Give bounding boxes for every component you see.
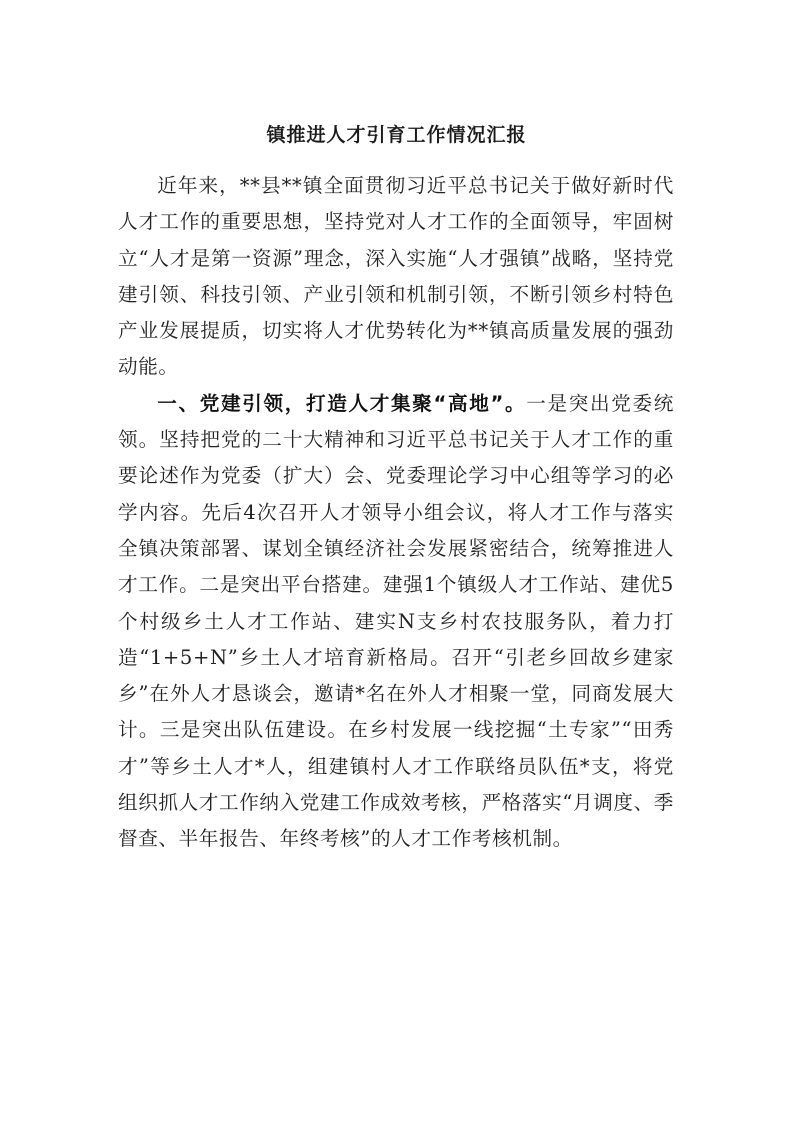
section-1-paragraph — [118, 386, 674, 858]
document-title: 镇推进人才引育工作情况汇报 — [266, 124, 527, 146]
section-1-heading: 一、党建引领，打造人才集聚“高地”。 — [157, 391, 527, 415]
document-body — [118, 168, 674, 858]
section-1-body: 一是突出党委统领。坚持把党的二十大精神和习近平总书记关于人才工作的重要论述作为党委（扩大）会、党委理论学习中心组等学习的必学内容。先后4次召开人才领导小组会议，将人才工作与落实全镇决策部署、谋划全镇经济社会发展紧密结合，统筹推进人才工作。二是突出平台搭建。建强1个镇级人才工作站、建优5个村级乡土人才工作站、建实N支乡村农技服务队，着力打造“1+5+N”乡土人才培育新格局。召开“引老乡回故乡建家乡”在外人才恳谈会，邀请*名在外人才相聚一堂，同商发展大计。三是突出队伍建设。在乡村发展一线挖掘“土专家”“田秀才”等乡土人才*人，组建镇村人才工作联络员队伍*支，将党组织抓人才工作纳入党建工作成效考核，严格落实“月调度、季督查、半年报告、年终考核”的人才工作考核机制。 — [118, 391, 675, 851]
intro-paragraph: 近年来，**县**镇全面贯彻习近平总书记关于做好新时代人才工作的重要思想，坚持党对人才工作的全面领导，牢固树立“人才是第一资源”理念，深入实施“人才强镇”战略，坚持党建引领、科技引领、产业引领和机制引领，不断引领乡村特色产业发展提质，切实将人才优势转化为**镇高质量发展的强劲动能。 — [118, 174, 674, 379]
